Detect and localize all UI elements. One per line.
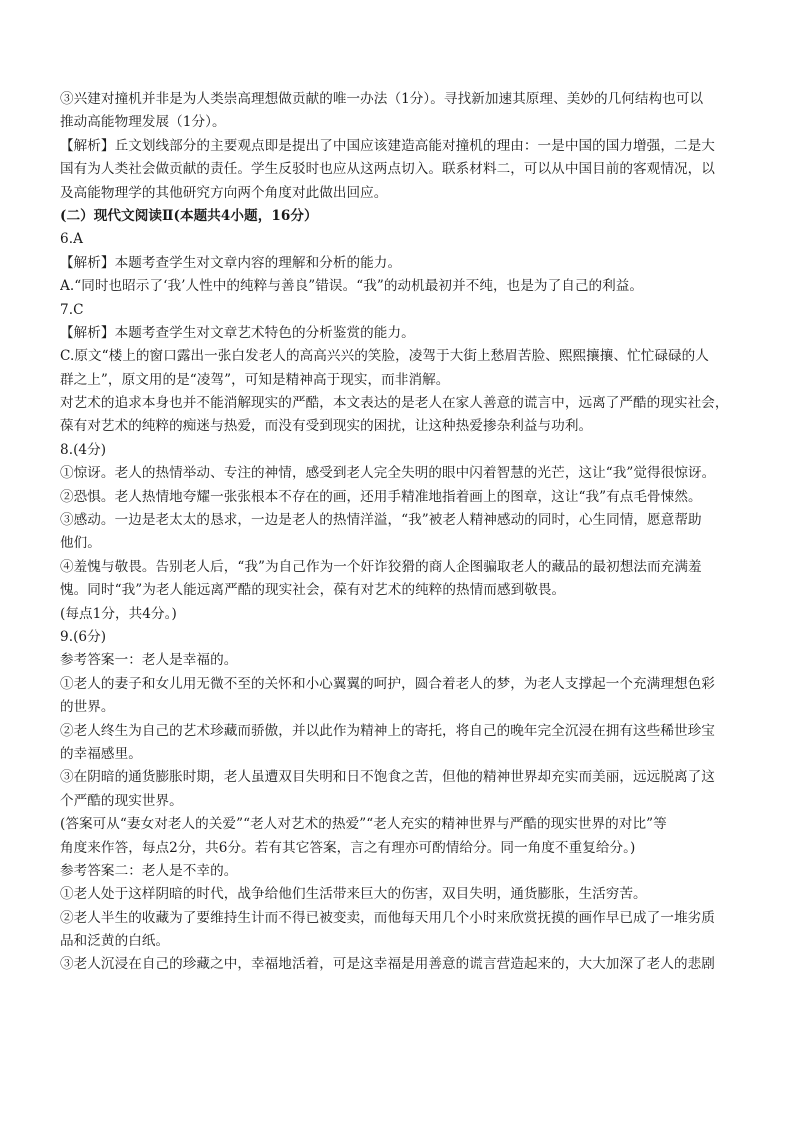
text-line: 他们。: [60, 535, 101, 552]
document-page: [60, 88, 740, 977]
text-line: 【解析】本题考查学生对文章艺术特色的分析鉴赏的能力。: [60, 324, 415, 341]
section-heading: (二）现代文阅读Ⅱ(本题共4小题，16分）: [60, 207, 318, 224]
text-line: ③感动。一边是老太太的恳求，一边是老人的热情洋溢，“我”被老人精神感动的同时，心生同情，愿意帮助: [60, 512, 702, 529]
text-line: 9.(6分): [60, 628, 107, 645]
text-line: ①惊讶。老人的热情举动、专注的神情，感受到老人完全失明的眼中闪着智慧的光芒，这让“我”觉得很惊讶。: [60, 465, 716, 482]
text-line: ①老人的妻子和女儿用无微不至的关怀和小心翼翼的呵护，圆合着老人的梦，为老人支撑起一个充满理想色彩: [60, 675, 715, 692]
text-line: 群之上”，原文用的是“凌驾”，可知是精神高于现实，而非消解。: [60, 371, 450, 388]
text-line: ③在阴暗的通货膨胀时期，老人虽遭双目失明和日不饱食之苦，但他的精神世界却充实而美丽，远远脱离了这: [60, 769, 715, 786]
text-line: ②老人终生为自己的艺术珍藏而骄傲，并以此作为精神上的寄托，将自己的晚年完全沉浸在拥有这些稀世珍宝: [60, 722, 715, 739]
text-line: ②恐惧。老人热情地夸耀一张张根本不存在的画，还用手精准地指着画上的图章，这让“我”有点毛骨悚然。: [60, 488, 702, 505]
text-line: 参考答案一：老人是幸福的。: [60, 652, 238, 669]
text-line: 个严酷的现实世界。: [60, 792, 183, 809]
text-line: C.原文“楼上的窗口露出一张白发老人的高高兴兴的笑脸，凌驾于大街上愁眉苦脸、熙熙攘攘、忙忙碌碌的人: [60, 348, 709, 365]
text-line: 7.C: [60, 301, 84, 318]
text-line: 及高能物理学的其他研究方向两个角度对此做出回应。: [60, 184, 388, 201]
text-line: 品和泛黄的白纸。: [60, 933, 170, 950]
text-line: ③兴建对撞机并非是为人类崇高理想做贡献的唯一办法（1分）。寻找新加速其原理、美妙的几何结构也可以: [60, 91, 704, 107]
text-line: 参考答案二：老人是不幸的。: [60, 862, 238, 879]
text-line: ①老人处于这样阴暗的时代，战争给他们生活带来巨大的伤害，双目失明，通货膨胀，生活穷苦。: [60, 886, 647, 903]
text-line: 愧。同时“我”为老人能远离严酷的现实社会，葆有对艺术的纯粹的热情而感到敬畏。: [60, 582, 566, 599]
text-line: 的世界。: [60, 699, 115, 716]
text-line: 推动高能物理发展（1分）。: [60, 114, 226, 131]
text-line: 对艺术的追求本身也并不能消解现实的严酷，本文表达的是老人在家人善意的谎言中，远离了严酷的现实社会，: [60, 395, 729, 412]
text-line: 6.A: [60, 231, 83, 248]
text-line: 【解析】本题考查学生对文章内容的理解和分析的能力。: [60, 254, 402, 271]
text-line: 角度来作答，每点2分，共6分。若有其它答案，言之有理亦可酌情给分。同一角度不重复给分。): [60, 839, 636, 856]
text-line: 葆有对艺术的纯粹的痴迷与热爱，而没有受到现实的困扰，让这种热爱掺杂利益与功利。: [60, 418, 593, 435]
text-line: 的幸福感里。: [60, 745, 142, 762]
text-line: 【解析】丘文划线部分的主要观点即是提出了中国应该建造高能对撞机的理由：一是中国的国力增强，二是大: [60, 137, 715, 154]
text-line: ③老人沉浸在自己的珍藏之中，幸福地活着，可是这幸福是用善意的谎言营造起来的，大大加深了老人的悲剧: [60, 956, 715, 973]
text-line: 8.(4分): [60, 441, 107, 458]
text-line: 国有为人类社会做贡献的责任。学生反驳时也应从这两点切入。联系材料二，可以从中国目前的客观情况，以: [60, 161, 715, 178]
text-line: (每点1分，共4分。): [60, 605, 177, 622]
text-line: (答案可从“妻女对老人的关爱”“老人对艺术的热爱”“老人充实的精神世界与严酷的现实世界的对比”等: [60, 816, 667, 833]
text-line: A.“同时也昭示了‘我’人性中的纯粹与善良”错误。“我”的动机最初并不纯，也是为了自己的利益。: [60, 278, 644, 295]
text-line: ④羞愧与敬畏。告别老人后，“我”为自己作为一个奸诈狡猾的商人企图骗取老人的藏品的最初想法而充满羞: [60, 558, 702, 575]
text-line: ②老人半生的收藏为了要维持生计而不得已被变卖，而他每天用几个小时来欣赏抚摸的画作早已成了一堆劣质: [60, 909, 715, 926]
